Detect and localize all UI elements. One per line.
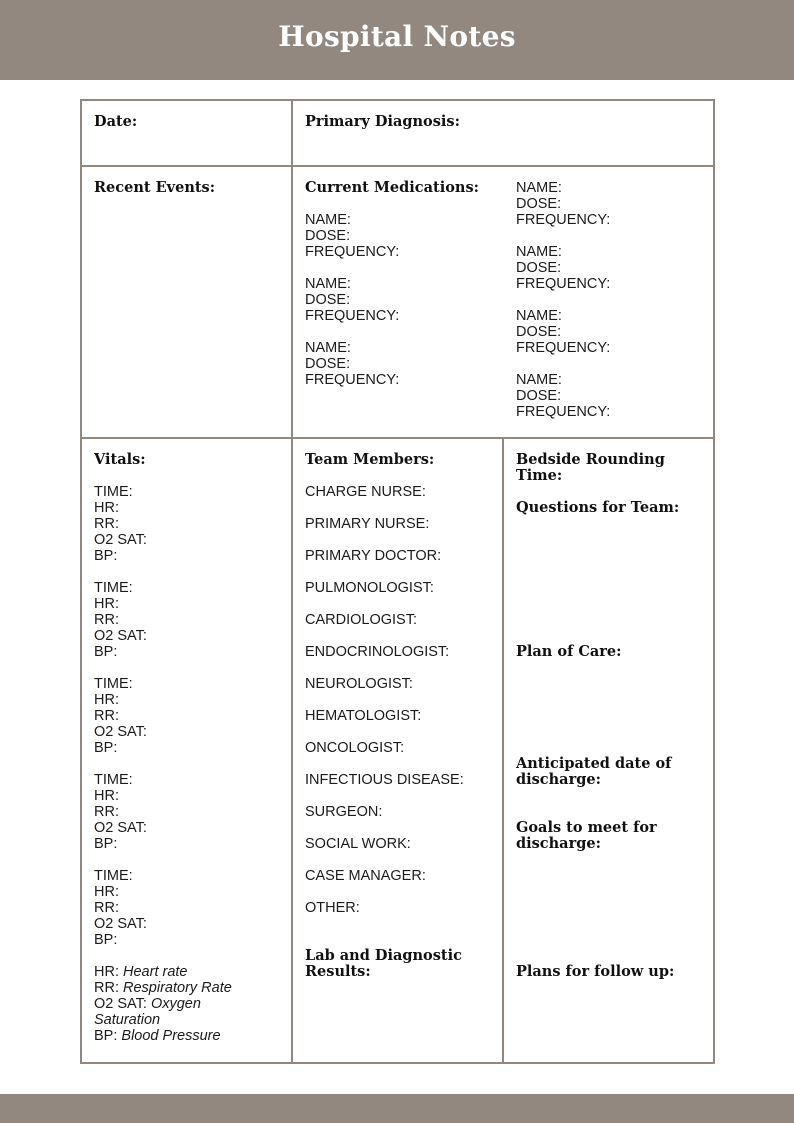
vital-o2-label: O2 SAT: bbox=[94, 532, 147, 548]
discharge-goals-label: Goals to meet for discharge: bbox=[516, 819, 657, 852]
team-member-item: CARDIOLOGIST: bbox=[305, 612, 417, 628]
team-members-list bbox=[305, 484, 464, 932]
team-member-item: CHARGE NURSE: bbox=[305, 484, 426, 500]
vital-rr-label: RR: bbox=[94, 612, 119, 628]
page-title: Hospital Notes bbox=[278, 20, 516, 53]
lab-results-label: Lab and Diagnostic Results: bbox=[305, 947, 462, 980]
vital-bp-label: BP: bbox=[94, 836, 118, 852]
med-frequency-label: FREQUENCY: bbox=[305, 372, 400, 388]
med-dose-label: DOSE: bbox=[305, 292, 351, 308]
med-name-label: NAME: bbox=[305, 212, 351, 228]
vital-hr-label: HR: bbox=[94, 884, 119, 900]
anticipated-discharge-label: Anticipated date of discharge: bbox=[516, 755, 672, 788]
vital-rr-label: RR: bbox=[94, 804, 119, 820]
med-name-label: NAME: bbox=[305, 276, 351, 292]
table-border-right bbox=[713, 99, 715, 1064]
team-member-item: ONCOLOGIST: bbox=[305, 740, 405, 756]
med-name-label: NAME: bbox=[516, 244, 562, 260]
vital-hr-label: HR: bbox=[94, 596, 119, 612]
vitals-legend bbox=[94, 964, 232, 1044]
team-member-item: PULMONOLOGIST: bbox=[305, 580, 434, 596]
team-members-label: Team Members: bbox=[305, 451, 435, 468]
vital-bp-label: BP: bbox=[94, 740, 118, 756]
team-member-item: HEMATOLOGIST: bbox=[305, 708, 422, 724]
vital-hr-label: HR: bbox=[94, 500, 119, 516]
team-member-item: PRIMARY DOCTOR: bbox=[305, 548, 442, 564]
primary-diagnosis-label: Primary Diagnosis: bbox=[305, 113, 460, 130]
med-name-label: NAME: bbox=[516, 180, 562, 196]
med-dose-label: DOSE: bbox=[305, 228, 351, 244]
vital-rr-label: RR: bbox=[94, 708, 119, 724]
team-member-item: ENDOCRINOLOGIST: bbox=[305, 644, 450, 660]
vitals-list bbox=[94, 484, 147, 948]
bedside-rounding-label: Bedside Rounding Time: bbox=[516, 451, 665, 484]
legend-item: O2 SAT: Oxygen bbox=[94, 996, 201, 1012]
team-member-item: OTHER: bbox=[305, 900, 360, 916]
med-name-label: NAME: bbox=[516, 308, 562, 324]
vital-bp-label: BP: bbox=[94, 548, 118, 564]
med-frequency-label: FREQUENCY: bbox=[516, 212, 611, 228]
team-member-item: NEUROLOGIST: bbox=[305, 676, 413, 692]
vital-time-label: TIME: bbox=[94, 772, 133, 788]
vital-time-label: TIME: bbox=[94, 580, 133, 596]
legend-item: BP: Blood Pressure bbox=[94, 1028, 221, 1044]
date-label: Date: bbox=[94, 113, 138, 130]
vital-o2-label: O2 SAT: bbox=[94, 916, 147, 932]
med-dose-label: DOSE: bbox=[516, 324, 562, 340]
team-member-item: SOCIAL WORK: bbox=[305, 836, 411, 852]
med-frequency-label: FREQUENCY: bbox=[516, 340, 611, 356]
row-divider-1 bbox=[80, 165, 715, 167]
vital-time-label: TIME: bbox=[94, 868, 133, 884]
med-dose-label: DOSE: bbox=[516, 260, 562, 276]
med-frequency-label: FREQUENCY: bbox=[305, 244, 400, 260]
med-dose-label: DOSE: bbox=[516, 196, 562, 212]
med-frequency-label: FREQUENCY: bbox=[516, 276, 611, 292]
plan-of-care-label: Plan of Care: bbox=[516, 643, 622, 660]
med-frequency-label: FREQUENCY: bbox=[516, 404, 611, 420]
vital-hr-label: HR: bbox=[94, 788, 119, 804]
row-divider-2 bbox=[80, 437, 715, 439]
table-border-top bbox=[80, 99, 715, 101]
table-border-bottom bbox=[80, 1062, 715, 1064]
med-name-label: NAME: bbox=[305, 340, 351, 356]
team-member-item: INFECTIOUS DISEASE: bbox=[305, 772, 464, 788]
med-dose-label: DOSE: bbox=[516, 388, 562, 404]
vital-time-label: TIME: bbox=[94, 676, 133, 692]
recent-events-label: Recent Events: bbox=[94, 179, 216, 196]
vital-rr-label: RR: bbox=[94, 516, 119, 532]
current-medications-label: Current Medications: bbox=[305, 179, 479, 196]
vital-bp-label: BP: bbox=[94, 932, 118, 948]
table-border-left bbox=[80, 99, 82, 1064]
vital-time-label: TIME: bbox=[94, 484, 133, 500]
med-dose-label: DOSE: bbox=[305, 356, 351, 372]
team-member-item: PRIMARY NURSE: bbox=[305, 516, 430, 532]
vital-o2-label: O2 SAT: bbox=[94, 628, 147, 644]
legend-item: HR: Heart rate bbox=[94, 964, 188, 980]
med-frequency-label: FREQUENCY: bbox=[305, 308, 400, 324]
questions-label: Questions for Team: bbox=[516, 499, 680, 516]
vitals-label: Vitals: bbox=[94, 451, 146, 468]
column-divider-2 bbox=[502, 437, 504, 1064]
medications-column-2 bbox=[516, 180, 610, 420]
column-divider-1 bbox=[291, 99, 293, 1064]
vital-hr-label: HR: bbox=[94, 692, 119, 708]
team-member-item: CASE MANAGER: bbox=[305, 868, 426, 884]
medications-column-1 bbox=[305, 212, 399, 388]
legend-item: Saturation bbox=[94, 1012, 161, 1028]
vital-rr-label: RR: bbox=[94, 900, 119, 916]
legend-item: RR: Respiratory Rate bbox=[94, 980, 232, 996]
vital-bp-label: BP: bbox=[94, 644, 118, 660]
vital-o2-label: O2 SAT: bbox=[94, 724, 147, 740]
footer-bar bbox=[0, 1094, 794, 1123]
med-name-label: NAME: bbox=[516, 372, 562, 388]
team-member-item: SURGEON: bbox=[305, 804, 383, 820]
vital-o2-label: O2 SAT: bbox=[94, 820, 147, 836]
follow-up-label: Plans for follow up: bbox=[516, 963, 675, 980]
